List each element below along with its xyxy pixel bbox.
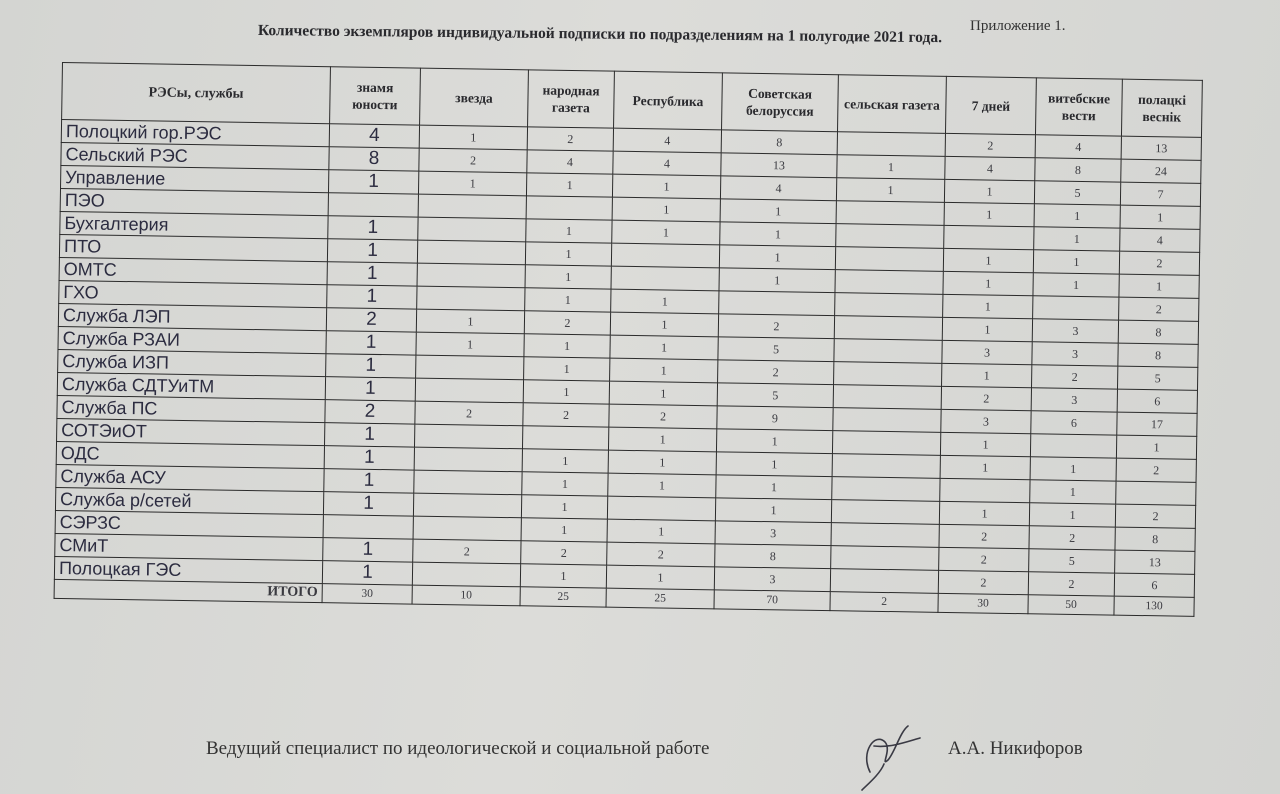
table-cell: 1 [525, 242, 611, 266]
document-title: Количество экземпляров индивидуальной подписки по подразделениям на 1 полугодие 2021 года. [257, 22, 943, 47]
table-cell: 13 [721, 153, 837, 178]
table-cell: 1 [1034, 204, 1120, 228]
table-cell: 5 [1034, 181, 1120, 205]
table-cell: 1 [418, 171, 526, 196]
table-cell: 2 [1115, 504, 1195, 528]
table-cell: 1 [610, 312, 718, 337]
table-cell: 1 [720, 222, 836, 247]
table-cell: 1 [943, 271, 1033, 295]
table-cell [607, 496, 715, 521]
table-cell: 1 [1034, 227, 1120, 251]
table-cell: 6 [1031, 411, 1117, 435]
total-cell: 25 [520, 587, 606, 607]
table-cell: 2 [527, 127, 613, 151]
table-cell: 1 [716, 475, 832, 500]
table-body [54, 120, 1201, 617]
table-cell: 1 [606, 565, 714, 590]
row-name: Сельский РЭС [61, 142, 329, 169]
row-name: Служба ИЗП [58, 349, 326, 376]
table-cell: 1 [1033, 273, 1119, 297]
table-cell: 1 [324, 469, 414, 493]
header-respublika: Республика [614, 71, 723, 130]
table-cell: 1 [525, 288, 611, 312]
signatory-name: А.А. Никифоров [948, 738, 1083, 759]
header-znamya-yunosti: знамя юности [330, 67, 421, 125]
table-cell [413, 516, 521, 541]
table-cell: 1 [324, 446, 414, 470]
table-cell: 2 [1029, 526, 1115, 550]
table-cell [414, 424, 522, 449]
table-cell: 1 [608, 473, 716, 498]
table-cell: 1 [522, 472, 608, 496]
header-polatski-vesnik: полацкi веснiк [1121, 79, 1202, 137]
total-cell: 30 [322, 584, 412, 604]
table-cell: 8 [1035, 158, 1121, 182]
total-cell: 50 [1028, 595, 1114, 615]
row-name: СОТЭиОТ [57, 418, 325, 445]
table-cell: 1 [525, 265, 611, 289]
table-cell [418, 194, 526, 219]
table-cell: 1 [327, 239, 417, 263]
table-cell: 2 [1028, 572, 1114, 596]
table-cell [417, 263, 525, 288]
table-cell: 2 [938, 570, 1028, 594]
table-cell: 2 [945, 133, 1035, 157]
table-cell [831, 500, 939, 525]
table-cell [836, 224, 944, 249]
header-selskaya-gazeta: сельская газета [838, 75, 947, 134]
table-cell: 1 [325, 423, 415, 447]
table-cell: 8 [1115, 527, 1195, 551]
row-name: ПЭО [60, 188, 328, 215]
table-cell: 1 [322, 561, 412, 585]
table-cell [832, 454, 940, 479]
table-cell [413, 493, 521, 518]
table-cell: 1 [611, 289, 719, 314]
table-cell: 1 [1030, 480, 1116, 504]
table-cell: 1 [419, 125, 527, 150]
row-name: Служба СДТУиТМ [57, 372, 325, 399]
table-cell [833, 385, 941, 410]
table-cell: 2 [415, 401, 523, 426]
table-cell: 1 [326, 331, 416, 355]
table-cell: 1 [1116, 435, 1196, 459]
table-cell: 1 [523, 380, 609, 404]
table-cell: 8 [715, 544, 831, 569]
row-name: Служба ЛЭП [58, 303, 326, 330]
table-cell [416, 355, 524, 380]
table-cell: 1 [716, 429, 832, 454]
table-cell: 2 [1119, 251, 1199, 275]
table-cell: 1 [526, 219, 612, 243]
table-cell: 1 [720, 199, 836, 224]
table-cell: 17 [1117, 412, 1197, 436]
table-cell: 1 [327, 262, 417, 286]
row-name: Служба р/сетей [55, 487, 323, 514]
table-cell: 1 [942, 363, 1032, 387]
table-cell: 4 [613, 151, 721, 176]
table-cell [833, 408, 941, 433]
header-zvezda: звезда [420, 68, 529, 127]
table-cell: 1 [522, 449, 608, 473]
table-cell [417, 240, 525, 265]
table-cell: 2 [718, 360, 834, 385]
total-cell: 130 [1114, 596, 1194, 616]
table-cell: 1 [524, 334, 610, 358]
header-sovetskaya-belorussiya: Советская белоруссия [722, 73, 839, 132]
table-cell [832, 477, 940, 502]
table-cell: 1 [1119, 274, 1199, 298]
table-cell [1030, 434, 1116, 458]
table-cell [830, 569, 938, 594]
header-vitebskie-vesti: витебские вести [1035, 78, 1122, 136]
table-cell [611, 243, 719, 268]
table-cell: 1 [943, 248, 1033, 272]
table-cell: 8 [1118, 320, 1198, 344]
table-cell: 1 [944, 202, 1034, 226]
row-name: СМиТ [55, 533, 323, 560]
header-narodnaya-gazeta: народная газета [528, 70, 615, 128]
table-cell: 4 [527, 150, 613, 174]
total-cell: 25 [606, 588, 714, 609]
subscription-table [54, 62, 1203, 617]
table-cell [417, 286, 525, 311]
table-cell: 2 [939, 547, 1029, 571]
table-cell [414, 470, 522, 495]
header-departments: РЭСы, службы [62, 63, 331, 124]
table-cell: 5 [1117, 366, 1197, 390]
table-cell [719, 291, 835, 316]
row-name: ПТО [59, 234, 327, 261]
table-cell: 1 [942, 317, 1032, 341]
table-cell: 8 [1118, 343, 1198, 367]
table-cell: 1 [1033, 250, 1119, 274]
table-cell: 1 [609, 381, 717, 406]
table-cell [834, 316, 942, 341]
table-cell: 9 [717, 406, 833, 431]
subscription-table-wrap [54, 62, 1202, 617]
table-cell: 1 [323, 538, 413, 562]
row-name: Бухгалтерия [60, 211, 328, 238]
total-label: ИТОГО [54, 579, 322, 602]
table-cell: 5 [1029, 549, 1115, 573]
table-cell: 2 [1032, 365, 1118, 389]
table-cell: 1 [1030, 457, 1116, 481]
row-name: СЭРЗС [55, 510, 323, 537]
table-cell: 1 [837, 155, 945, 180]
total-cell: 30 [938, 593, 1028, 613]
total-cell: 10 [412, 585, 520, 606]
table-cell: 1 [521, 518, 607, 542]
table-cell: 1 [612, 197, 720, 222]
table-cell: 1 [836, 178, 944, 203]
table-cell: 2 [524, 311, 610, 335]
table-cell: 3 [714, 567, 830, 592]
table-cell: 2 [607, 542, 715, 567]
table-cell: 1 [521, 495, 607, 519]
row-name: Полоцкий гор.РЭС [61, 120, 329, 147]
table-cell [831, 546, 939, 571]
signature-image [840, 712, 930, 792]
table-cell: 4 [329, 124, 419, 148]
table-cell: 1 [608, 450, 716, 475]
table-cell: 1 [939, 501, 1029, 525]
appendix-label: Приложение 1. [970, 18, 1066, 34]
table-cell: 1 [610, 358, 718, 383]
table-cell [522, 426, 608, 450]
row-name: ОДС [56, 441, 324, 468]
table-cell: 3 [1031, 388, 1117, 412]
table-cell: 1 [416, 332, 524, 357]
row-name: Служба РЗАИ [58, 326, 326, 353]
table-cell: 1 [325, 377, 415, 401]
table-cell: 2 [413, 539, 521, 564]
table-cell: 3 [942, 340, 1032, 364]
table-cell: 1 [719, 268, 835, 293]
table-cell [835, 270, 943, 295]
total-cell: 70 [714, 590, 830, 611]
table-cell: 1 [719, 245, 835, 270]
total-cell: 2 [830, 592, 938, 613]
table-cell: 2 [939, 524, 1029, 548]
table-cell: 3 [941, 409, 1031, 433]
table-cell: 2 [325, 400, 415, 424]
table-cell: 2 [718, 314, 834, 339]
table-cell [944, 225, 1034, 249]
table-cell: 1 [327, 285, 417, 309]
table-cell [834, 339, 942, 364]
header-7-dney: 7 дней [945, 76, 1036, 134]
row-name: Служба АСУ [56, 464, 324, 491]
table-cell: 4 [1120, 228, 1200, 252]
table-cell: 2 [1119, 297, 1199, 321]
table-cell [837, 132, 945, 157]
table-cell: 6 [1117, 389, 1197, 413]
table-cell: 1 [715, 498, 831, 523]
table-cell [835, 247, 943, 272]
table-cell [835, 293, 943, 318]
table-cell: 1 [716, 452, 832, 477]
table-cell: 3 [1032, 342, 1118, 366]
table-cell: 8 [329, 147, 419, 171]
table-cell [323, 515, 413, 539]
table-cell [415, 378, 523, 403]
table-cell: 4 [613, 128, 721, 153]
table-cell: 1 [608, 427, 716, 452]
table-cell: 5 [718, 337, 834, 362]
row-name: Полоцкая ГЭС [54, 556, 322, 583]
table-cell [412, 562, 520, 587]
row-name: ГХО [59, 280, 327, 307]
table-cell: 2 [523, 403, 609, 427]
table-cell: 24 [1121, 159, 1201, 183]
table-cell: 1 [524, 357, 610, 381]
table-cell [832, 431, 940, 456]
table-cell: 1 [943, 294, 1033, 318]
table-cell [940, 478, 1030, 502]
table-cell: 2 [326, 308, 416, 332]
table-cell: 1 [944, 179, 1034, 203]
table-cell: 2 [609, 404, 717, 429]
table-cell: 1 [940, 432, 1030, 456]
table-cell [328, 193, 418, 217]
table-cell: 4 [1035, 135, 1121, 159]
table-cell: 1 [1120, 205, 1200, 229]
table-cell [526, 196, 612, 220]
table-cell: 1 [607, 519, 715, 544]
row-name: ОМТС [59, 257, 327, 284]
table-cell: 1 [326, 354, 416, 378]
row-name: Управление [61, 165, 329, 192]
table-cell: 2 [1116, 458, 1196, 482]
table-cell [831, 523, 939, 548]
table-cell: 8 [721, 130, 837, 155]
table-cell: 2 [521, 541, 607, 565]
table-cell: 1 [1029, 503, 1115, 527]
table-cell: 1 [940, 455, 1030, 479]
table-cell: 13 [1115, 550, 1195, 574]
table-cell [834, 362, 942, 387]
table-cell: 1 [526, 173, 612, 197]
table-cell [418, 217, 526, 242]
table-cell [836, 201, 944, 226]
table-cell: 6 [1114, 573, 1194, 597]
table-cell: 2 [419, 148, 527, 173]
table-cell: 1 [610, 335, 718, 360]
table-cell: 3 [1032, 319, 1118, 343]
table-cell: 1 [612, 220, 720, 245]
table-cell: 4 [720, 176, 836, 201]
table-cell: 3 [715, 521, 831, 546]
table-cell: 13 [1121, 136, 1201, 160]
table-cell: 7 [1120, 182, 1200, 206]
table-cell: 4 [945, 156, 1035, 180]
signatory-position: Ведущий специалист по идеологической и социальной работе [206, 738, 710, 759]
table-cell: 1 [323, 492, 413, 516]
table-cell: 1 [328, 170, 418, 194]
table-cell: 1 [328, 216, 418, 240]
table-cell: 5 [717, 383, 833, 408]
row-name: Служба ПС [57, 395, 325, 422]
table-cell [1116, 481, 1196, 505]
table-cell: 1 [416, 309, 524, 334]
table-cell: 2 [941, 386, 1031, 410]
table-cell: 1 [612, 174, 720, 199]
table-cell [414, 447, 522, 472]
table-cell [1033, 296, 1119, 320]
table-cell [611, 266, 719, 291]
table-cell: 1 [520, 564, 606, 588]
